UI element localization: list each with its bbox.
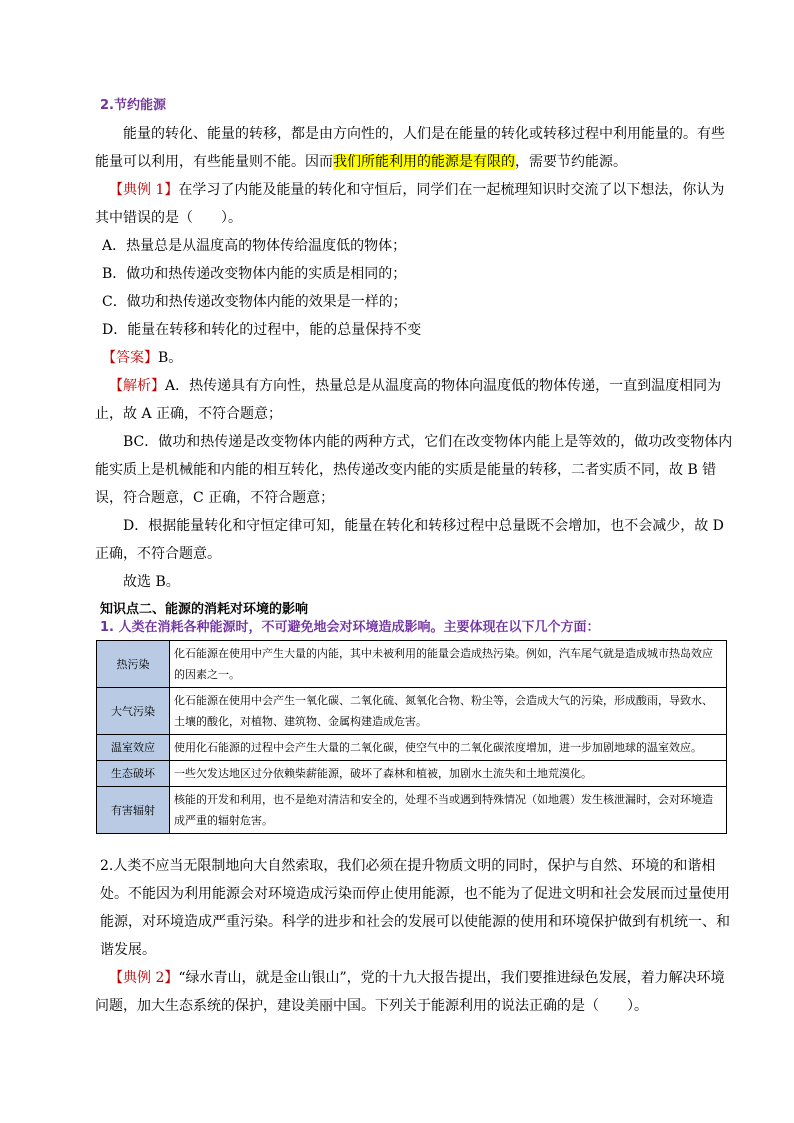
highlighted-text: 我们所能利用的能源是有限的 (333, 154, 515, 170)
option-d: D．能量在转移和转化的过程中，能的总量保持不变 (102, 322, 422, 338)
analysis-d: D．根据能量转化和守恒定律可知，能量在转化和转移过程中总量既不会增加，也不会减少，故 D 正确，不符合题意。 (95, 518, 724, 562)
row-label: 大气污染 (97, 688, 170, 735)
question-stem: 在学习了内能及能量的转化和守恒后，同学们在一起梳理知识时交流了以下想法，你认为其中错误的是（ ）。 (95, 182, 725, 226)
knowledge-point-title: 知识点二、能源的消耗对环境的影响 (100, 602, 309, 617)
environment-impact-table (96, 640, 727, 834)
row-label: 有害辐射 (97, 787, 170, 834)
analysis-tag: 【解析】 (109, 378, 165, 394)
answer (102, 344, 742, 372)
row-label: 温室效应 (97, 735, 170, 761)
table-row (97, 761, 727, 787)
section-title: 2.节约能源 (100, 98, 166, 113)
row-label: 生态破坏 (97, 761, 170, 787)
row-text: 化石能源在使用中会产生一氧化碳、二氧化硫、氮氧化合物、粉尘等，会造成大气的污染，形成酸雨，导致水、土壤的酸化，对植物、建筑物、金属构建造成危害。 (170, 688, 727, 735)
example-2-question (95, 964, 735, 1020)
table-row (97, 688, 727, 735)
analysis-a (95, 372, 735, 428)
paragraph-text: 能量的转化、能量的转移，都是由方向性的，人们是在能量的转化或转移过程中利用能量的。有些能量可以利用，有些能量则不能。因而 (95, 126, 725, 170)
example-tag: 【典例 1】 (109, 182, 179, 198)
question-stem: “绿水青山，就是金山银山”，党的十九大报告提出，我们要推进绿色发展，着力解决环境问题，加大生态系统的保护，建设美丽中国。下列关于能源利用的说法正确的是（ ）。 (95, 970, 725, 1014)
option-b: B．做功和热传递改变物体内能的实质是相同的； (102, 266, 407, 282)
paragraph-text: ，需要节约能源。 (515, 154, 627, 170)
answer-value: B。 (158, 350, 183, 366)
table-row (97, 787, 727, 834)
impact-intro: 1. 人类在消耗各种能源时，不可避免地会对环境造成影响。主要体现在以下几个方面： (100, 620, 600, 635)
option-c: C．做功和热传递改变物体内能的效果是一样的； (102, 294, 407, 310)
paragraph-energy-direction (95, 120, 735, 176)
row-text: 一些欠发达地区过分依赖柴薪能源，破坏了森林和植被，加剧水土流失和土地荒漠化。 (170, 761, 727, 787)
analysis-bc: BC．做功和热传递是改变物体内能的两种方式，它们在改变物体内能上是等效的，做功改变物体内能实质上是机械能和内能的相互转化，热传递改变内能的实质是能量的转移，二者实质不同，故 B 错误，符合题意，C 正确，不符合题意； (95, 434, 733, 506)
row-text: 化石能源在使用中产生大量的内能，其中未被利用的能量会造成热污染。例如，汽车尾气就是造成城市热岛效应的因素之一。 (170, 641, 727, 688)
row-text: 核能的开发和利用，也不是绝对清洁和安全的，处理不当或遇到特殊情况（如地震）发生核泄漏时，会对环境造成严重的辐射危害。 (170, 787, 727, 834)
answer-tag: 【答案】 (102, 350, 158, 366)
row-label: 热污染 (97, 641, 170, 688)
row-text: 使用化石能源的过程中会产生大量的二氧化碳，使空气中的二氧化碳浓度增加，进一步加剧地球的温室效应。 (170, 735, 727, 761)
table-row (97, 735, 727, 761)
example-1-question (95, 176, 735, 232)
table-row (97, 641, 727, 688)
option-a: A．热量总是从温度高的物体传给温度低的物体； (102, 238, 407, 254)
analysis-text: A．热传递具有方向性，热量总是从温度高的物体向温度低的物体传递，一直到温度相同为止，故 A 正确，不符合题意； (95, 378, 722, 422)
final-answer: 故选 B。 (123, 574, 180, 590)
paragraph-harmony: 2.人类不应当无限制地向大自然索取，我们必须在提升物质文明的同时，保护与自然、环境的和谐相处。不能因为利用能源会对环境造成污染而停止使用能源，也不能为了促进文明和社会发展而过量使用能源，对环境造成严重污染。科学的进步和社会的发展可以使能源的使用和环境保护做到有机统一、和谐发展。 (100, 858, 730, 958)
example-tag: 【典例 2】 (109, 970, 179, 986)
